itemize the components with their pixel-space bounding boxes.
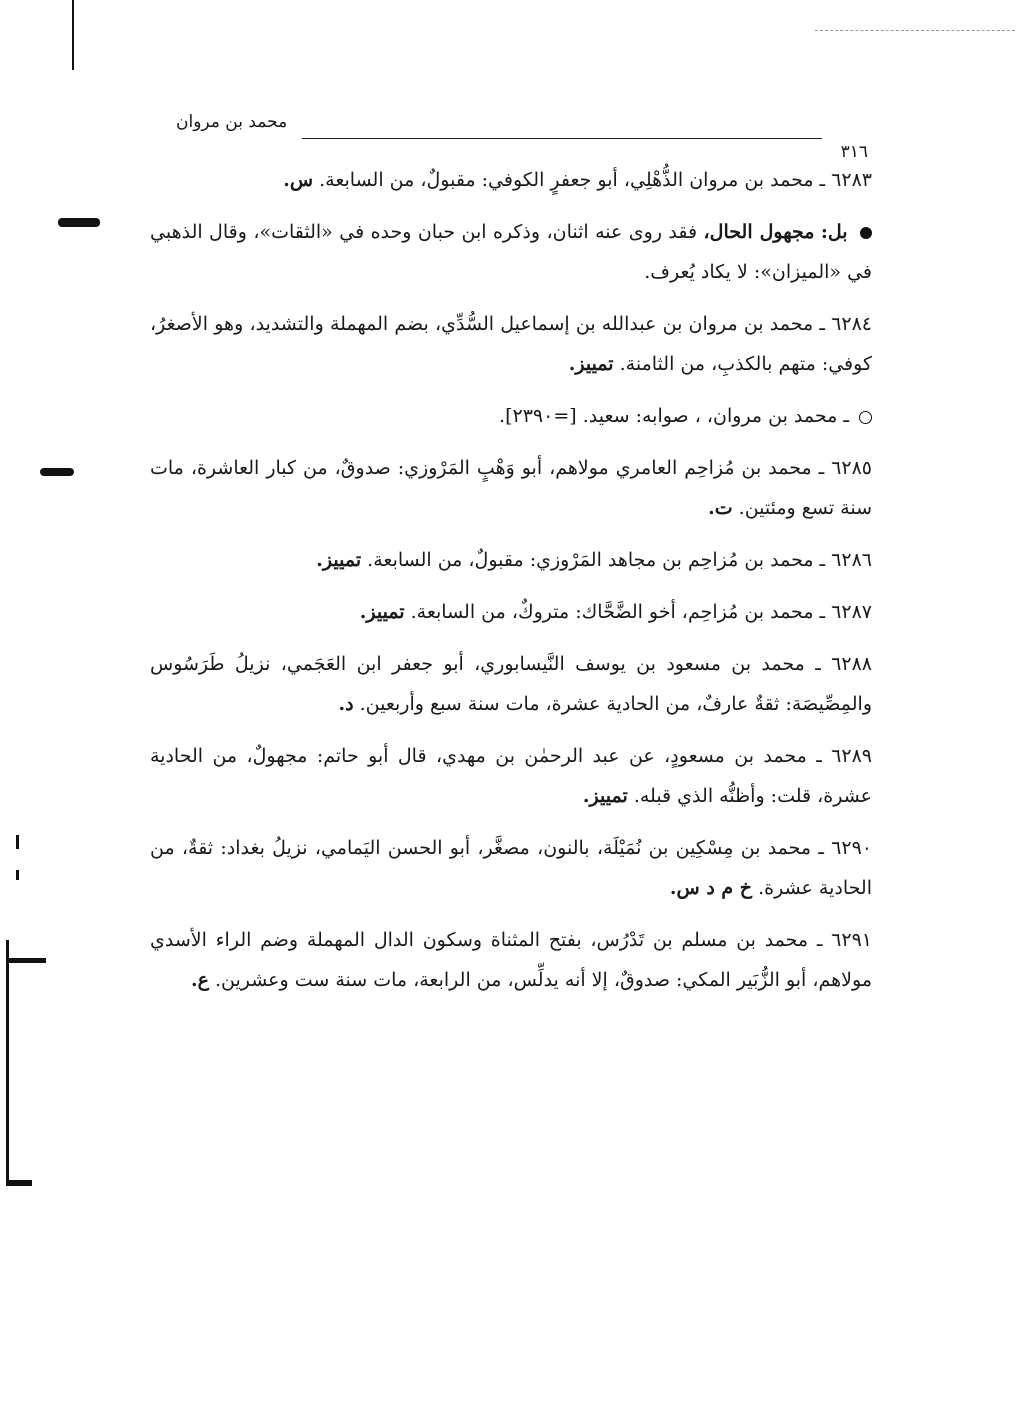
header-rule	[302, 138, 822, 139]
bullet-icon	[860, 227, 872, 239]
scan-edge-line	[72, 0, 74, 70]
header-title: محمد بن مروان	[176, 112, 288, 132]
entry-6291: ٦٢٩١ ـ محمد بن مسلم بن تَدْرُس، بفتح المثناة وسكون الدال المهملة وضم الراء الأسدي مولاهم، أبو الزُّبَير المكي: صدوقٌ، إلا أنه يدلِّس، من الرابعة، مات سنة ست وعشرين. ع.	[150, 929, 872, 991]
entry-number: ٦٢٨٨	[831, 653, 872, 675]
entry-text: محمد بن مُزاحِم بن مجاهد المَرْوزي: مقبولٌ، من السابعة.	[367, 549, 814, 571]
entry-text: محمد بن مِسْكِين بن نُمَيْلَة، بالنون، مصغَّر، أبو الحسن اليَمامي، نزيلُ بغداد: ثقةٌ، من الحادية عشرة.	[150, 837, 872, 899]
scan-dash-line	[815, 30, 1015, 31]
entry-text: محمد بن مروان بن عبدالله بن إسماعيل السُّدِّي، بضم المهملة والتشديد، وهو الأصغرُ، كوفي: متهم بالكذبِ، من الثامنة.	[150, 313, 872, 375]
entry-number: ٦٢٨٥	[831, 457, 872, 479]
entry-6286: ٦٢٨٦ ـ محمد بن مُزاحِم بن مجاهد المَرْوزي: مقبولٌ، من السابعة. تمييز.	[316, 549, 872, 571]
entry-6284: ٦٢٨٤ ـ محمد بن مروان بن عبدالله بن إسماعيل السُّدِّي، بضم المهملة والتشديد، وهو الأصغرُ، كوفي: متهم بالكذبِ، من الثامنة. تمييز.	[150, 313, 872, 375]
scan-edge-dot	[16, 835, 19, 849]
scan-edge-mark	[40, 468, 74, 476]
note-label: بل:	[820, 221, 848, 243]
note-bold: مجهول الحال،	[703, 221, 815, 243]
entry-siglum: تمييز.	[582, 785, 628, 807]
entry-text: محمد بن مسعودٍ، عن عبد الرحمٰن بن مهدي، قال أبو حاتم: مجهولٌ، من الحادية عشرة، قلت: وأظنُّه الذي قبله.	[150, 745, 872, 807]
entry-number: ٦٢٨٤	[831, 313, 872, 335]
entry-text: محمد بن مُزاحِم العامري مولاهم، أبو وَهْبٍ المَرْوزي: صدوقٌ، من كبار العاشرة، مات سنة تسع ومئتين.	[150, 457, 872, 519]
circle-icon	[859, 411, 872, 424]
entry-text: محمد بن مسلم بن تَدْرُس، بفتح المثناة وسكون الدال المهملة وضم الراء الأسدي مولاهم، أبو الزُّبَير المكي: صدوقٌ، إلا أنه يدلِّس، من الرابعة، مات سنة ست وعشرين.	[150, 929, 872, 991]
scan-edge-mark	[6, 958, 46, 963]
scan-edge-dot	[16, 870, 19, 880]
entry-siglum: د.	[338, 693, 354, 715]
scan-edge-mark	[58, 218, 100, 227]
entry-text: محمد بن مسعود بن يوسف النَّيسابوري، أبو جعفر ابن العَجَمي، نزيلُ طَرَسُوس والمِصِّيصَة: ثقةٌ عارفٌ، من الحادية عشرة، مات سنة سبع وأربعين.	[150, 653, 872, 715]
entry-siglum: تمييز.	[359, 601, 405, 623]
entry-number: ٦٢٨٩	[831, 745, 872, 767]
entry-number: ٦٢٨٧	[831, 601, 872, 623]
entry-6283: ٦٢٨٣ ـ محمد بن مروان الذُّهْلِي، أبو جعفرٍ الكوفي: مقبولٌ، من السابعة. س.	[283, 169, 872, 191]
entry-number: ٦٢٩٠	[831, 837, 872, 859]
entry-number: ٦٢٨٣	[831, 169, 872, 191]
entry-number: ٦٢٨٦	[831, 549, 872, 571]
entry-siglum: ع.	[190, 969, 209, 991]
scan-edge-line	[6, 940, 9, 1180]
correction-text: ، صوابه: سعيد. [=٢٣٩٠].	[499, 405, 701, 427]
entry-siglum: خ م د س.	[669, 877, 753, 899]
entry-6290: ٦٢٩٠ ـ محمد بن مِسْكِين بن نُمَيْلَة، بالنون، مصغَّر، أبو الحسن اليَمامي، نزيلُ بغداد: ثقةٌ، من الحادية عشرة. خ م د س.	[150, 837, 872, 899]
entry-6289: ٦٢٨٩ ـ محمد بن مسعودٍ، عن عبد الرحمٰن بن مهدي، قال أبو حاتم: مجهولٌ، من الحادية عشرة، قلت: وأظنُّه الذي قبله. تمييز.	[150, 745, 872, 807]
entry-number: ٦٢٩١	[831, 929, 872, 951]
correction-entry: ـ محمد بن مروان، ، صوابه: سعيد. [=٢٣٩٠].	[150, 396, 872, 436]
entry-siglum: تمييز.	[316, 549, 362, 571]
entry-6288: ٦٢٨٨ ـ محمد بن مسعود بن يوسف النَّيسابوري، أبو جعفر ابن العَجَمي، نزيلُ طَرَسُوس والمِصِّيصَة: ثقةٌ عارفٌ، من الحادية عشرة، مات سنة سبع وأربعين. د.	[150, 653, 872, 715]
page-body	[150, 160, 872, 1012]
page-number: ٣١٦	[840, 142, 868, 162]
entry-text: محمد بن مروان،	[706, 405, 838, 427]
scan-edge-mark	[6, 1180, 32, 1186]
note-text: فقد روى عنه اثنان، وذكره ابن حبان وحده في «الثقات»، وقال الذهبي في «الميزان»: لا يكاد يُعرف.	[150, 221, 872, 283]
entry-siglum: س.	[283, 169, 314, 191]
entry-siglum: ت.	[708, 497, 733, 519]
editor-note	[150, 212, 872, 292]
entry-6285: ٦٢٨٥ ـ محمد بن مُزاحِم العامري مولاهم، أبو وَهْبٍ المَرْوزي: صدوقٌ، من كبار العاشرة، مات سنة تسع ومئتين. ت.	[150, 457, 872, 519]
entry-text: محمد بن مُزاحِم، أخو الضَّحَّاك: متروكٌ، من السابعة.	[410, 601, 814, 623]
entry-text: محمد بن مروان الذُّهْلِي، أبو جعفرٍ الكوفي: مقبولٌ، من السابعة.	[319, 169, 814, 191]
entry-6287: ٦٢٨٧ ـ محمد بن مُزاحِم، أخو الضَّحَّاك: متروكٌ، من السابعة. تمييز.	[359, 601, 872, 623]
entry-siglum: تمييز.	[568, 353, 614, 375]
